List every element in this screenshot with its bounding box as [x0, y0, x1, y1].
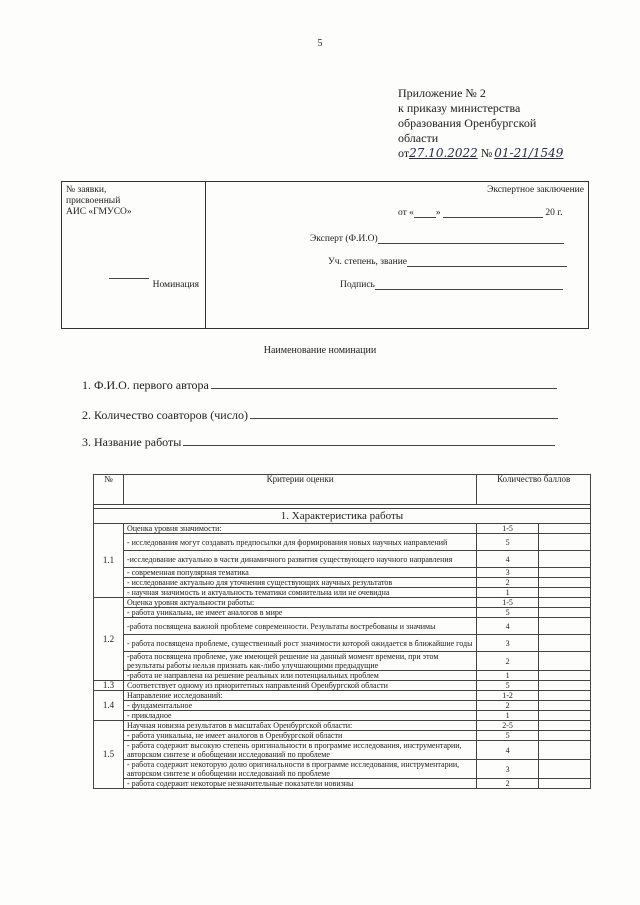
criterion-description: - современная популярная тематика [123, 568, 476, 578]
nomination-label: Номинация [152, 280, 199, 290]
order-date: 27.10.2022 [409, 146, 478, 160]
criterion-score: 1-5 [477, 598, 539, 608]
table-row [94, 618, 591, 635]
number-prefix: № [480, 146, 493, 160]
appendix-line-3: образования Оренбургской [398, 116, 537, 130]
appendix-line-2: к приказу министерства [398, 101, 521, 115]
criterion-description: Соответствует одному из приоритетных направлений Оренбургской области [123, 681, 476, 691]
criterion-number: 1.2 [94, 598, 124, 681]
application-cell [62, 182, 206, 328]
criterion-description: Оценка уровня значимости: [123, 524, 476, 534]
score-entry-cell [539, 551, 591, 568]
score-entry-cell [539, 721, 591, 731]
score-entry-cell [539, 568, 591, 578]
app-label-2: присвоенный [66, 196, 121, 206]
criterion-description: - работа содержит некоторые незначительные показатели новизны [123, 779, 476, 789]
criterion-score: 2 [477, 652, 539, 671]
score-entry-cell [539, 524, 591, 534]
criteria-table [93, 474, 591, 789]
criterion-description: - работа содержит высокую степень оригинальности в программе исследования, инструментарии, авторском синтезе и обобщении исследований по проблеме [123, 741, 476, 760]
expert-conclusion-cell [206, 182, 588, 328]
score-entry-cell [539, 652, 591, 671]
table-row [94, 779, 591, 789]
criterion-score: 5 [477, 608, 539, 618]
coauthors-count-field: 2. Количество соавторов (число) [82, 408, 558, 423]
score-entry-cell [539, 760, 591, 779]
table-row [94, 608, 591, 618]
table-row [94, 551, 591, 568]
degree-field: Уч. степень, звание [328, 257, 567, 267]
criterion-score: 3 [477, 568, 539, 578]
table-row [94, 671, 591, 681]
criterion-description: Оценка уровня актуальности работы: [123, 598, 476, 608]
work-title-field: 3. Название работы [82, 435, 555, 450]
criterion-description: - прикладное [123, 711, 476, 721]
criterion-score: 1-2 [477, 691, 539, 701]
date-prefix: от [398, 146, 410, 160]
criterion-score: 1 [477, 671, 539, 681]
criterion-score: 1 [477, 711, 539, 721]
criterion-description: - научная значимость и актуальность тематики сомнительна или не очевидна [123, 588, 476, 598]
criterion-description: -работа посвящена проблеме, уже имеющей решение на данный момент времени, при этом результаты работы нельзя признать как-либо улучшающими предыдущие [123, 652, 476, 671]
table-row [94, 681, 591, 691]
nomination-title: Наименование номинации [263, 345, 377, 356]
criterion-description: - исследования могут создавать предпосылки для формирования новых научных направлений [123, 534, 476, 551]
criterion-number: 1.3 [94, 681, 124, 691]
criterion-score: 5 [477, 731, 539, 741]
header-score: Количество баллов [477, 475, 591, 505]
appendix-date-line [398, 146, 618, 161]
score-entry-cell [539, 691, 591, 701]
criterion-score: 2 [477, 578, 539, 588]
score-entry-cell [539, 588, 591, 598]
table-row [94, 691, 591, 701]
criterion-score: 5 [477, 681, 539, 691]
score-entry-cell [539, 731, 591, 741]
table-row [94, 588, 591, 598]
app-label-1: № заявки, [66, 185, 107, 195]
criterion-description: -исследование актуально в части динамичного развития существующего научного направления [123, 551, 476, 568]
expert-name-field: Эксперт (Ф.И.О) [310, 234, 564, 244]
table-row [94, 568, 591, 578]
criterion-score: 3 [477, 760, 539, 779]
table-row [94, 534, 591, 551]
page-number: 5 [317, 38, 323, 49]
score-entry-cell [539, 779, 591, 789]
criterion-description: - работа уникальна, не имеет аналогов в мире [123, 608, 476, 618]
criterion-score: 1-5 [477, 524, 539, 534]
appendix-block [398, 86, 618, 161]
criterion-score: 4 [477, 551, 539, 568]
table-row [94, 652, 591, 671]
criterion-description: -работа посвящена важной проблеме современности. Результаты востребованы и значимы [123, 618, 476, 635]
criterion-score: 4 [477, 741, 539, 760]
app-label-3: АИС «ГМУСО» [66, 207, 132, 217]
criterion-score: 2 [477, 779, 539, 789]
score-entry-cell [539, 741, 591, 760]
score-entry-cell [539, 701, 591, 711]
score-entry-cell [539, 534, 591, 551]
criterion-score: 1 [477, 588, 539, 598]
table-row [94, 731, 591, 741]
criterion-description: Научная новизна результатов в масштабах Оренбургской области: [123, 721, 476, 731]
table-row [94, 711, 591, 721]
appendix-line-4: области [398, 131, 439, 145]
score-entry-cell [539, 635, 591, 652]
table-row [94, 524, 591, 534]
criterion-description: - фундаментальное [123, 701, 476, 711]
criterion-number: 1.4 [94, 691, 124, 721]
criterion-description: -работа не направлена на решение реальных или потенциальных проблем [123, 671, 476, 681]
score-entry-cell [539, 608, 591, 618]
header-criteria: Критерии оценки [123, 475, 476, 505]
criterion-score: 5 [477, 534, 539, 551]
criterion-number: 1.1 [94, 524, 124, 598]
first-author-field: 1. Ф.И.О. первого автора [82, 378, 557, 393]
score-entry-cell [539, 598, 591, 608]
table-row [94, 701, 591, 711]
score-entry-cell [539, 671, 591, 681]
table-row [94, 721, 591, 731]
criterion-score: 2 [477, 701, 539, 711]
table-row [94, 760, 591, 779]
order-number: 01-21/1549 [494, 146, 564, 160]
table-row [94, 598, 591, 608]
table-header-row [94, 475, 591, 505]
score-entry-cell [539, 681, 591, 691]
header-number: № [94, 475, 124, 505]
expert-header-box [61, 181, 589, 329]
criterion-description: - работа посвящена проблеме, существенный рост значимости которой ожидается в ближайшие годы [123, 635, 476, 652]
appendix-line-1: Приложение № 2 [398, 86, 486, 100]
table-row [94, 635, 591, 652]
score-entry-cell [539, 618, 591, 635]
section-title: 1. Характеристика работы [94, 509, 591, 524]
criterion-description: - исследование актуально для уточнения существующих научных результатов [123, 578, 476, 588]
score-entry-cell [539, 578, 591, 588]
table-row [94, 578, 591, 588]
conclusion-date: от « » 20 г. [398, 208, 563, 218]
criterion-description: - работа содержит некоторую долю оригинальности в программе исследования, инструментарии, авторском синтезе и обобщении исследований по проблеме [123, 760, 476, 779]
criterion-score: 4 [477, 618, 539, 635]
signature-field: Подпись [340, 280, 563, 290]
criterion-description: - работа уникальна, не имеет аналогов в Оренбургской области [123, 731, 476, 741]
criterion-score: 3 [477, 635, 539, 652]
conclusion-title: Экспертное заключение [487, 185, 584, 195]
criterion-description: Направление исследований: [123, 691, 476, 701]
score-entry-cell [539, 711, 591, 721]
section-row [94, 509, 591, 524]
criterion-number: 1.5 [94, 721, 124, 789]
nomination-underline [109, 278, 149, 279]
criterion-score: 2-5 [477, 721, 539, 731]
table-row [94, 741, 591, 760]
